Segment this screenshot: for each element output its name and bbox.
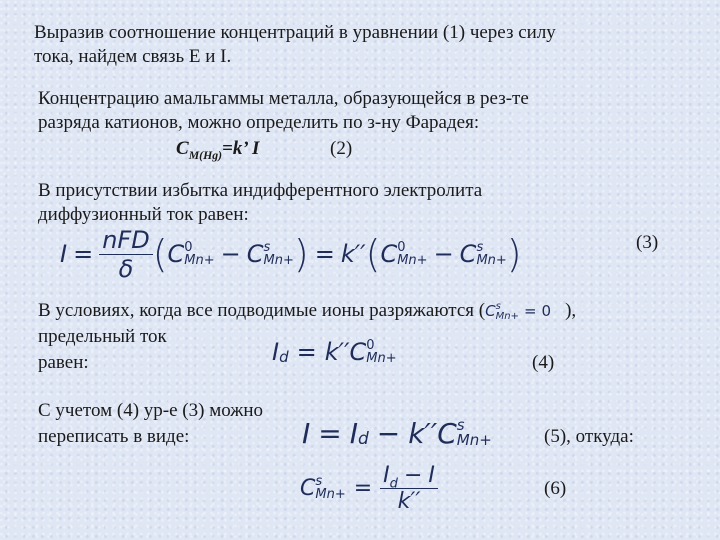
- rewrite-line-1: С учетом (4) ур-е (3) можно: [38, 400, 264, 421]
- eq6-fraction: $\frac{I_d - I}{k''}$: [380, 463, 438, 514]
- equation-2: [176, 138, 259, 160]
- equation-5: I = I d − k′′ C s Mn+: [302, 416, 492, 450]
- eq3-k2: k′′: [340, 240, 366, 268]
- condition-cs-zero: C s Mn+ = 0: [485, 300, 552, 322]
- eq3-denominator: δ: [99, 254, 153, 283]
- eq3-C0: C: [167, 240, 185, 268]
- intro-line-1: Выразив соотношение концентраций в уравнении (1) через силу: [34, 22, 556, 43]
- equation-6: C s Mn+ = $\frac{I_d - I}{k''}$: [300, 458, 438, 518]
- eq3-paren-open: (: [152, 232, 168, 276]
- faraday-line-1: Концентрацию амальгаммы металла, образующейся в рез-те: [38, 88, 529, 109]
- eq3-I: I: [60, 240, 68, 268]
- eq4-number: (4): [532, 352, 555, 373]
- diffusion-line-2: диффузионный ток равен:: [38, 204, 249, 225]
- equation-3: I = $\frac{\text{nFD}}{\delta}$ ( C 0 Mn+ − C s Mn+ ) = k′′ ( C 0 Mn+ − C s Mn+ ): [60, 225, 522, 283]
- diffusion-line-1: В присутствии избытка индифферентного электролита: [38, 180, 483, 201]
- eq6-number: (6): [544, 478, 567, 499]
- eq2-sub: M(Hg): [188, 148, 223, 162]
- eq3-fraction: [99, 226, 153, 283]
- limit-line-3: равен:: [38, 352, 89, 373]
- rewrite-line-2: переписать в виде:: [38, 426, 190, 447]
- eq2-C: C: [176, 138, 189, 159]
- intro-line-2: тока, найдем связь E и I.: [34, 46, 232, 67]
- eq2-rest: =k’ I: [222, 138, 260, 159]
- limit-line-2: предельный ток: [38, 326, 167, 347]
- eq2-number: (2): [330, 138, 353, 159]
- faraday-line-2: разряда катионов, можно определить по з-ну Фарадея:: [38, 112, 480, 133]
- eq3-Cs: C: [246, 240, 264, 268]
- eq5-label: (5), откуда:: [544, 426, 634, 447]
- eq3-paren-close: ): [293, 232, 309, 276]
- eq3-equals: =: [73, 240, 94, 268]
- limit-line-1: В условиях, когда все подводимые ионы разряжаются (C s Mn+ = 0 ),: [38, 300, 577, 322]
- eq3-number: (3): [636, 232, 659, 253]
- eq3-numerator: nFD: [102, 225, 150, 254]
- equation-4: I d = k′′ C 0 Mn+: [272, 338, 397, 366]
